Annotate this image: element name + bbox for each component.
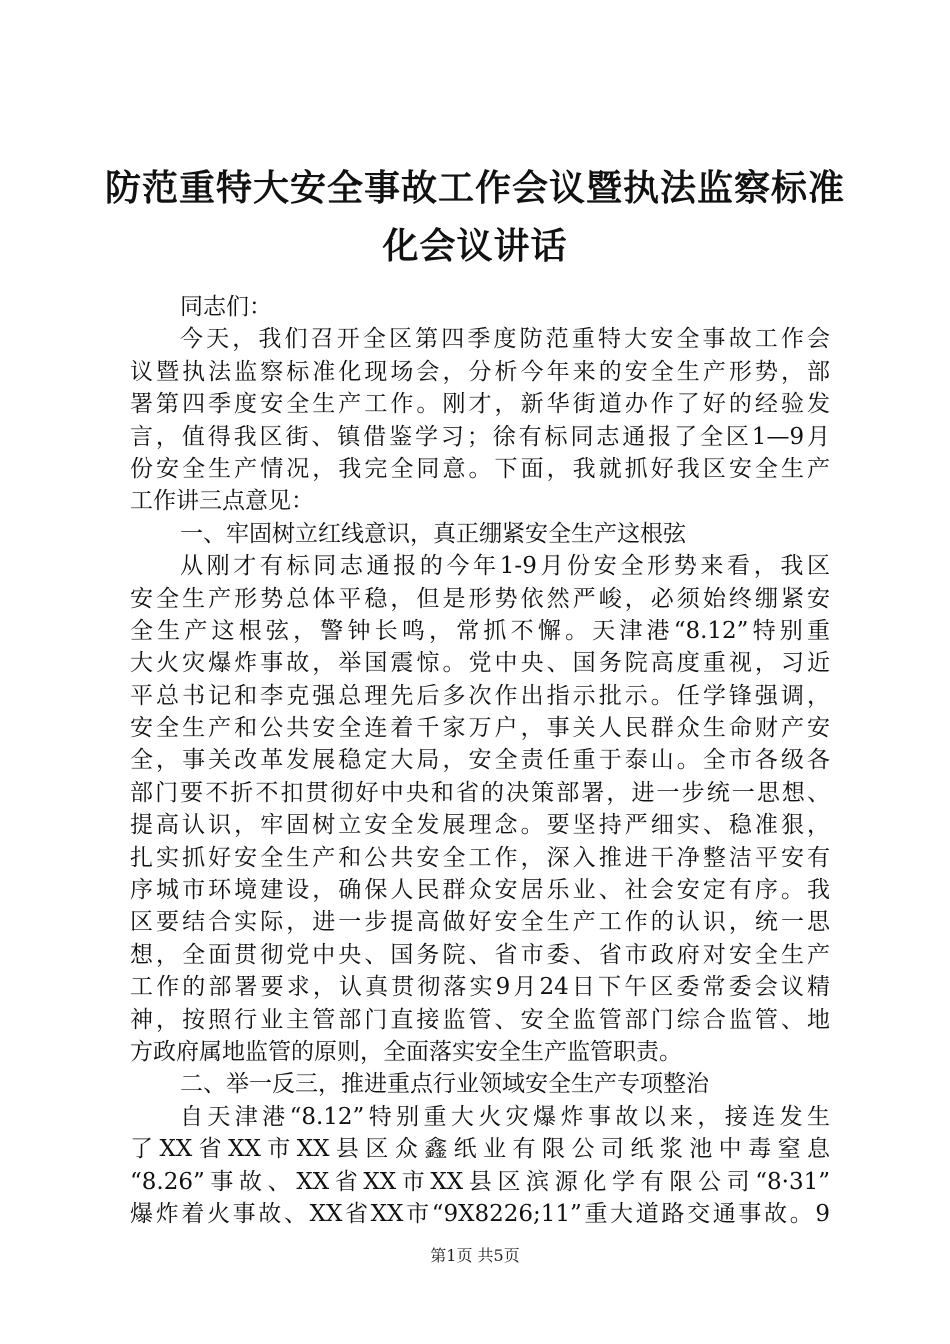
text-line: 了XX省XX市XX县区众鑫纸业有限公司纸浆池中毒窒息 — [130, 1136, 830, 1163]
text-line: 议暨执法监察标准化现场会，分析今年来的安全生产形势，部 — [130, 358, 830, 385]
text-line: 全生产这根弦，警钟长鸣，常抓不懈。天津港“8.12”特别重 — [130, 617, 830, 644]
text-line: 工作讲三点意见： — [130, 488, 314, 515]
document-title-line-2: 化会议讲话 — [382, 226, 568, 267]
text-line: 工作的部署要求，认真贯彻落实9月24日下午区委常委会议精 — [130, 974, 830, 1001]
text-line: 爆炸着火事故、XX省XX市“9X8226;11”重大道路交通事故。9 — [130, 1200, 830, 1227]
text-line: 大火灾爆炸事故，举国震惊。党中央、国务院高度重视，习近 — [130, 650, 830, 677]
text-line: 区要结合实际，进一步提高做好安全生产工作的认识，统一思 — [130, 909, 830, 936]
text-line: 份安全生产情况，我完全同意。下面，我就抓好我区安全生产 — [130, 455, 830, 482]
text-line: 今天，我们召开全区第四季度防范重特大安全事故工作会 — [180, 326, 830, 353]
text-line: 二、举一反三，推进重点行业领域安全生产专项整治 — [180, 1071, 709, 1098]
text-line: 自天津港“8.12”特别重大火灾爆炸事故以来，接连发生 — [180, 1103, 830, 1130]
text-line: 提高认识，牢固树立安全发展理念。要坚持严细实、稳准狠， — [130, 812, 830, 839]
text-line: 安全生产形势总体平稳，但是形势依然严峻，必须始终绷紧安 — [130, 585, 830, 612]
text-line: 全，事关改革发展稳定大局，安全责任重于泰山。全市各级各 — [130, 747, 830, 774]
text-line: 同志们： — [180, 294, 272, 320]
text-line: 安全生产和公共安全连着千家万户，事关人民群众生命财产安 — [130, 715, 830, 742]
text-line: 神，按照行业主管部门直接监管、安全监管部门综合监管、地 — [130, 1006, 830, 1033]
document-title-line-1: 防范重特大安全事故工作会议暨执法监察标准 — [104, 168, 845, 209]
text-line: 一、牢固树立红线意识，真正绷紧安全生产这根弦 — [180, 520, 686, 547]
text-line: “8.26”事故、XX省XX市XX县区滨源化学有限公司“8·31” — [130, 1168, 830, 1195]
text-line: 平总书记和李克强总理先后多次作出指示批示。任学锋强调， — [130, 682, 830, 709]
text-line: 序城市环境建设，确保人民群众安居乐业、社会安定有序。我 — [130, 877, 830, 904]
document-body — [130, 291, 830, 1230]
page-footer: 第1页 共5页 — [430, 1246, 520, 1265]
text-line: 扎实抓好安全生产和公共安全工作，深入推进干净整洁平安有 — [130, 844, 830, 871]
text-line: 部门要不折不扣贯彻好中央和省的决策部署，进一步统一思想、 — [130, 779, 830, 806]
text-line: 署第四季度安全生产工作。刚才，新华街道办作了好的经验发 — [130, 391, 830, 418]
text-line: 想，全面贯彻党中央、国务院、省市委、省市政府对安全生产 — [130, 941, 830, 968]
text-line: 言，值得我区街、镇借鉴学习；徐有标同志通报了全区1—9月 — [130, 423, 830, 450]
text-line: 从刚才有标同志通报的今年1-9月份安全形势来看，我区 — [180, 553, 830, 580]
text-line: 方政府属地监管的原则，全面落实安全生产监管职责。 — [130, 1038, 682, 1065]
